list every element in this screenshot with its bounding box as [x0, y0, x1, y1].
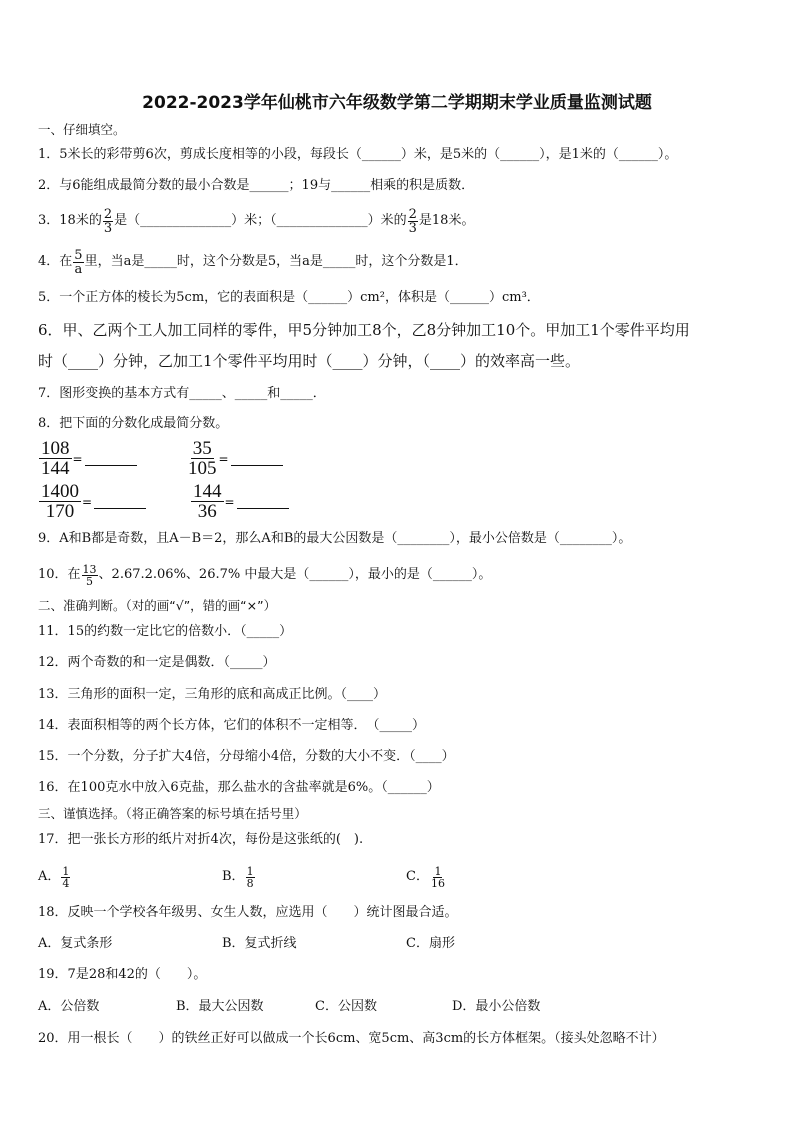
option-label: C．: [406, 869, 429, 884]
fraction-denominator: 16: [430, 876, 445, 890]
fraction-numerator: 1400: [41, 481, 79, 502]
question-10-text-a: 10．在: [38, 567, 81, 582]
equals-sign: =: [82, 494, 93, 509]
q17-option-c: [406, 860, 447, 894]
fraction-numerator: 13: [82, 562, 97, 576]
answer-blank[interactable]: [237, 494, 289, 509]
fraction-denominator: 8: [246, 876, 254, 890]
question-13: 13．三角形的面积一定，三角形的底和高成正比例。（____）: [38, 687, 387, 702]
q19-option-c: C．公因数: [315, 999, 377, 1014]
fraction-denominator: 170: [45, 501, 75, 522]
fraction-thirteen-fifths: [82, 564, 98, 587]
question-5: 5．一个正方体的棱长为5cm，它的表面积是（______）cm²，体积是（______）cm³．: [38, 290, 540, 305]
fraction-denominator: 144: [41, 458, 70, 479]
fraction: [39, 482, 81, 521]
fraction-denominator: 105: [188, 458, 217, 479]
section-heading-multiple-choice: 三、谨慎选择。（将正确答案的标号填在括号里）: [38, 806, 307, 821]
question-4-text-a: 4．在: [38, 254, 73, 269]
question-16: 16．在100克水中放入6克盐，那么盐水的含盐率就是6%。（______）: [38, 780, 440, 795]
question-20: 20．用一根长（ ）的铁丝正好可以做成一个长6cm、宽5cm、高3cm的长方体框架。（接头处忽略不计）: [38, 1031, 665, 1046]
question-3-text-a: 3．18米的: [38, 213, 102, 228]
q8-fraction-1: [38, 439, 137, 478]
fraction-numerator: 2: [103, 206, 113, 222]
fraction: [187, 439, 218, 478]
question-19: 19．7是28和42的（ ）。: [38, 967, 207, 982]
fraction: [39, 439, 72, 478]
question-2: 2．与6能组成最简分数的最小合数是______；19与______相乘的积是质数．: [38, 178, 475, 193]
section-heading-true-false: 二、准确判断。（对的画“√”，错的画“×”）: [38, 598, 277, 613]
question-10: [38, 558, 491, 592]
fraction-numerator: 108: [41, 438, 70, 459]
question-6-line-1: 6．甲、乙两个工人加工同样的零件，甲5分钟加工8个，乙8分钟加工10个。甲加工1个零件平均用: [38, 321, 690, 339]
question-1: 1．5米长的彩带剪6次，剪成长度相等的小段，每段长（______）米，是5米的（______），是1米的（______）。: [38, 147, 678, 162]
fraction-denominator: 4: [62, 876, 70, 890]
fraction-denominator: 5: [86, 574, 94, 588]
question-15: 15．一个分数，分子扩大4倍，分母缩小4倍，分数的大小不变．（____）: [38, 749, 455, 764]
fraction-numerator: 1: [62, 864, 70, 878]
q17-option-b: [222, 860, 256, 894]
answer-blank[interactable]: [94, 494, 146, 509]
fraction-two-thirds: [408, 208, 418, 235]
question-12: 12．两个奇数的和一定是偶数．（_____）: [38, 655, 276, 670]
fraction-denominator: 36: [197, 501, 217, 522]
question-7: 7．图形变换的基本方式有_____、_____和_____．: [38, 386, 326, 401]
answer-blank[interactable]: [85, 451, 137, 466]
question-4-text-b: 里，当a是_____时，这个分数是5，当a是_____时，这个分数是1．: [84, 254, 468, 269]
equals-sign: =: [224, 494, 235, 509]
option-label: A．: [38, 869, 61, 884]
question-3-text-b: 是（______________）米；（______________）米的: [114, 213, 407, 228]
answer-blank[interactable]: [231, 451, 283, 466]
question-6-line-2: 时（____）分钟，乙加工1个零件平均用时（____）分钟，（____）的效率高一些。: [38, 352, 581, 370]
question-9: 9．A和B都是奇数，且A－B＝2，那么A和B的最大公因数是（________），最小公倍数是（________）。: [38, 531, 632, 546]
q8-fraction-2: [186, 439, 283, 478]
question-17: 17．把一张长方形的纸片对折4次，每份是这张纸的( ).: [38, 832, 364, 847]
fraction-numerator: 1: [246, 864, 254, 878]
q19-option-d: D．最小公倍数: [452, 999, 541, 1014]
fraction-denominator: 3: [408, 220, 417, 236]
fraction-denominator: a: [74, 261, 83, 277]
fraction-numerator: 1: [434, 864, 442, 878]
fraction-two-thirds: [103, 208, 113, 235]
q17-option-a: [38, 860, 71, 894]
equals-sign: =: [72, 451, 83, 466]
q8-fraction-3: [38, 482, 146, 521]
page-title: 2022-2023学年仙桃市六年级数学第二学期期末学业质量监测试题: [142, 93, 652, 113]
section-heading-fill-in: 一、仔细填空。: [38, 122, 126, 137]
fraction: [61, 866, 70, 889]
fraction: [430, 866, 446, 889]
fraction-numerator: 2: [408, 206, 417, 222]
question-10-text-b: 、2.67.2.06%、26.7% 中最大是（______），最小的是（______）。: [98, 567, 492, 582]
q18-option-c: C．扇形: [406, 936, 455, 951]
fraction-numerator: 35: [192, 438, 212, 459]
question-11: 11．15的约数一定比它的倍数小．（_____）: [38, 624, 293, 639]
q19-option-a: A．公倍数: [38, 999, 100, 1014]
fraction-denominator: 3: [103, 220, 113, 236]
question-3: [38, 204, 474, 238]
fraction-numerator: 5: [74, 247, 83, 263]
q19-option-b: B．最大公因数: [176, 999, 264, 1014]
question-3-text-c: 是18米。: [418, 213, 475, 228]
q18-option-b: B．复式折线: [222, 936, 297, 951]
q8-fraction-4: [190, 482, 289, 521]
fraction-numerator: 144: [193, 481, 222, 502]
question-8: 8．把下面的分数化成最简分数。: [38, 416, 229, 431]
question-18: 18．反映一个学校各年级男、女生人数，应选用（ ）统计图最合适。: [38, 905, 458, 920]
q18-option-a: A．复式条形: [38, 936, 113, 951]
fraction: [191, 482, 224, 521]
question-14: 14．表面积相等的两个长方体，它们的体积不一定相等． （_____）: [38, 718, 426, 733]
equals-sign: =: [218, 451, 229, 466]
fraction-five-over-a: [73, 249, 83, 276]
option-label: B．: [222, 869, 245, 884]
question-4: [38, 245, 468, 279]
fraction: [246, 866, 255, 889]
